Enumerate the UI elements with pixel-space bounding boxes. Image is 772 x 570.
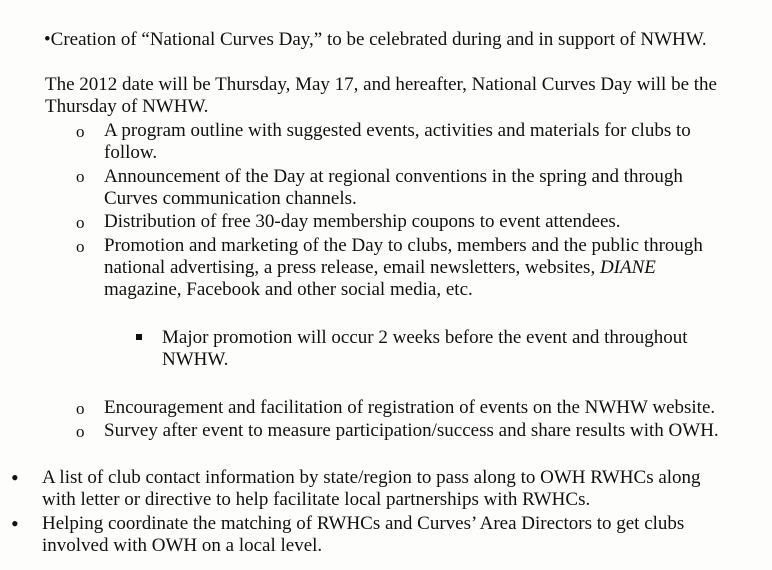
intro-line-2: Thursday of NWHW. — [45, 96, 209, 117]
sub-item-program-outline — [104, 120, 691, 164]
nested-item-major-promotion — [162, 327, 688, 371]
square-bullet-icon — [136, 334, 142, 340]
circle-bullet-icon: o — [76, 237, 85, 256]
bullet-item-coordinate — [42, 513, 684, 557]
magazine-title: DIANE — [599, 257, 656, 278]
sub-item-coupons — [104, 211, 621, 233]
sub-item-line: Distribution of free 30-day membership coupons to event attendees. — [104, 211, 621, 232]
bullet-item-contact-list — [42, 467, 701, 511]
bullet-icon: • — [11, 465, 19, 490]
nested-item-line: Major promotion will occur 2 weeks before the event and throughout — [162, 327, 688, 348]
heading-bullet: • — [44, 29, 51, 50]
heading-line — [44, 29, 707, 51]
circle-bullet-icon: o — [76, 213, 85, 232]
sub-item-line: Announcement of the Day at regional conventions in the spring and through — [104, 166, 683, 187]
bullet-item-line: Helping coordinate the matching of RWHCs and Curves’ Area Directors to get clubs — [42, 513, 685, 534]
sub-item-line: follow. — [104, 142, 158, 163]
circle-bullet-icon: o — [76, 122, 85, 141]
sub-item-promotion — [104, 235, 703, 301]
heading-text: Creation of “National Curves Day,” to be celebrated during and in support of NWHW. — [50, 29, 707, 50]
sub-item-line: Encouragement and facilitation of registration of events on the NWHW website. — [104, 397, 716, 418]
sub-item-line: A program outline with suggested events, activities and materials for clubs to — [104, 120, 691, 141]
sub-item-survey — [104, 420, 719, 442]
intro-line-1: The 2012 date will be Thursday, May 17, and hereafter, National Curves Day will be the — [45, 74, 717, 95]
sub-item-registration — [104, 397, 715, 419]
circle-bullet-icon: o — [76, 399, 85, 418]
circle-bullet-icon: o — [76, 422, 85, 441]
bullet-item-line: involved with OWH on a local level. — [42, 535, 323, 556]
sub-item-line: Promotion and marketing of the Day to clubs, members and the public through — [104, 235, 703, 256]
sub-item-line: Survey after event to measure participation/success and share results with OWH. — [104, 420, 719, 441]
sub-item-line: Curves communication channels. — [104, 188, 357, 209]
nested-item-line: NWHW. — [162, 349, 229, 370]
bullet-icon: • — [11, 511, 19, 536]
sub-item-text: national advertising, a press release, email newsletters, websites, — [104, 257, 600, 278]
sub-item-line — [104, 257, 703, 279]
circle-bullet-icon: o — [76, 167, 85, 186]
sub-item-line: magazine, Facebook and other social media, etc. — [104, 279, 473, 300]
sub-item-announcement — [104, 166, 683, 210]
bullet-item-line: A list of club contact information by state/region to pass along to OWH RWHCs along — [42, 467, 701, 488]
bullet-item-line: with letter or directive to help facilitate local partnerships with RWHCs. — [42, 489, 591, 510]
